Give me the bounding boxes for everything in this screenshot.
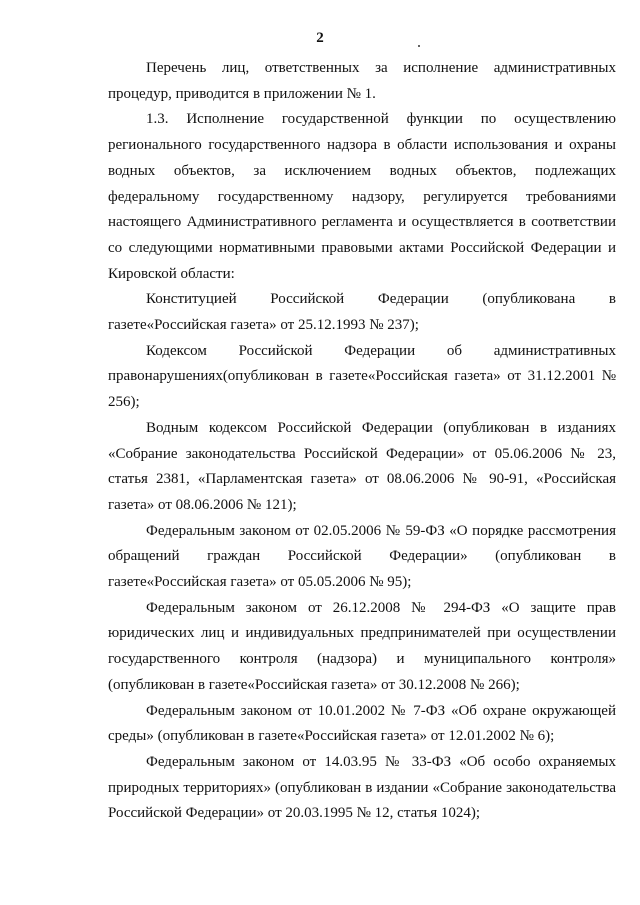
scan-speck	[418, 45, 420, 47]
page-number: 2	[316, 30, 324, 46]
document-body	[108, 56, 616, 827]
paragraph-law-294-fz: Федеральным законом от 26.12.2008 № 294-ФЗ «О защите прав юридических лиц и индивидуальных предпринимателей при осуществлении государственного контроля (надзора) и муниципального контроля» (опубликован в газете«Российская газета» от 30.12.2008 № 266);	[108, 599, 616, 693]
paragraph-law-59-fz: Федеральным законом от 02.05.2006 № 59-ФЗ «О порядке рассмотрения обращений граждан Российской Федерации» (опубликован в газете«Российская газета» от 05.05.2006 № 95);	[108, 522, 616, 591]
paragraph-responsible-persons: Перечень лиц, ответственных за исполнение административных процедур, приводится в приложении № 1.	[108, 60, 616, 102]
paragraph-water-code: Водным кодексом Российской Федерации (опубликован в изданиях «Собрание законодательства Российской Федерации» от 05.06.2006 № 23, статья 2381, «Парламентская газета» от 08.06.2006 № 90-91, «Российская газета» от 08.06.2006 № 121);	[108, 419, 616, 513]
paragraph-1-3-legal-basis: 1.3. Исполнение государственной функции по осуществлению регионального государственного надзора в области использования и охраны водных объектов, за исключением водных объектов, подлежащих федеральному государственному надзору, регулируется требованиями настоящего Административного регламента и осуществляется в соответствии со следующими нормативными правовыми актами Российской Федерации и Кировской области:	[108, 111, 616, 282]
paragraph-constitution: Конституцией Российской Федерации (опубликована в газете«Российская газета» от 25.12.1993 № 237);	[108, 291, 616, 334]
paragraph-law-33-fz: Федеральным законом от 14.03.95 № 33-ФЗ «Об особо охраняемых природных территориях» (опубликован в издании «Собрание законодательства Российской Федерации» от 20.03.1995 № 12, статья 1024);	[108, 753, 616, 822]
paragraph-administrative-code: Кодексом Российской Федерации об административных правонарушениях(опубликован в газете«Российская газета» от 31.12.2001 № 256);	[108, 342, 616, 411]
paragraph-law-7-fz: Федеральным законом от 10.01.2002 № 7-ФЗ «Об охране окружающей среды» (опубликован в газете«Российская газета» от 12.01.2002 № 6);	[108, 702, 616, 745]
